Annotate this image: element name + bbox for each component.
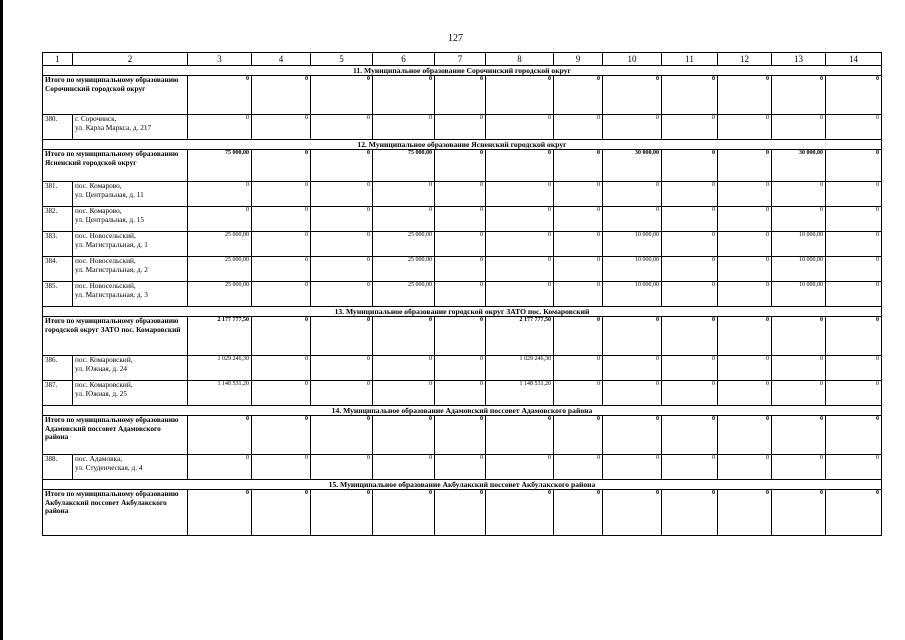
object-value: 0 — [554, 455, 603, 480]
object-value: 0 — [188, 455, 252, 480]
object-value: 0 — [554, 232, 603, 257]
object-value: 0 — [662, 232, 718, 257]
column-number: 2 — [73, 53, 188, 66]
object-value: 0 — [826, 182, 882, 207]
row-index: 382. — [43, 207, 73, 232]
column-number: 9 — [554, 53, 603, 66]
total-value: 0 — [486, 416, 554, 455]
object-value: 25 000,00 — [188, 257, 252, 282]
object-value: 1 029 246,30 — [188, 356, 252, 381]
object-row — [43, 381, 882, 406]
total-value: 0 — [373, 416, 435, 455]
object-value: 0 — [435, 282, 486, 307]
object-value: 0 — [826, 455, 882, 480]
total-value: 0 — [188, 76, 252, 115]
total-value: 0 — [603, 317, 662, 356]
object-value: 0 — [252, 232, 311, 257]
object-value: 0 — [486, 257, 554, 282]
object-value: 0 — [252, 207, 311, 232]
object-address: г. Сорочинск, ул. Карла Маркса, д. 217 — [73, 115, 188, 140]
total-value: 0 — [772, 416, 826, 455]
total-value: 0 — [554, 150, 603, 182]
object-value: 0 — [486, 282, 554, 307]
object-value: 0 — [826, 207, 882, 232]
object-value: 0 — [311, 182, 373, 207]
object-value: 0 — [435, 356, 486, 381]
total-value: 0 — [603, 76, 662, 115]
row-index: 380. — [43, 115, 73, 140]
object-value: 0 — [373, 182, 435, 207]
object-value: 0 — [373, 356, 435, 381]
object-value: 0 — [554, 356, 603, 381]
column-number: 6 — [373, 53, 435, 66]
object-value: 0 — [826, 232, 882, 257]
section-title-row — [43, 66, 882, 76]
object-value: 0 — [826, 115, 882, 140]
total-value: 0 — [311, 416, 373, 455]
object-value: 0 — [554, 207, 603, 232]
row-index: 388. — [43, 455, 73, 480]
object-value: 0 — [252, 182, 311, 207]
object-value: 0 — [662, 381, 718, 406]
column-number: 14 — [826, 53, 882, 66]
object-address: пос. Новосельский, ул. Магистральная, д. 3 — [73, 282, 188, 307]
total-value: 0 — [718, 317, 772, 356]
object-value: 0 — [554, 282, 603, 307]
object-value: 0 — [252, 257, 311, 282]
total-value: 2 177 777,50 — [188, 317, 252, 356]
total-value: 0 — [486, 490, 554, 536]
object-value: 0 — [826, 282, 882, 307]
object-value: 0 — [662, 182, 718, 207]
row-index: 385. — [43, 282, 73, 307]
total-value: 0 — [554, 416, 603, 455]
object-value: 0 — [311, 207, 373, 232]
total-value: 0 — [662, 76, 718, 115]
object-value: 0 — [373, 207, 435, 232]
total-value: 0 — [554, 490, 603, 536]
object-value: 0 — [662, 207, 718, 232]
total-label: Итого по муниципальному образованию городской округ ЗАТО пос. Комаровский — [43, 317, 188, 356]
column-number: 12 — [718, 53, 772, 66]
object-value: 0 — [486, 455, 554, 480]
object-value: 0 — [311, 257, 373, 282]
column-number: 11 — [662, 53, 718, 66]
object-value: 10 000,00 — [772, 232, 826, 257]
column-number: 13 — [772, 53, 826, 66]
column-number: 4 — [252, 53, 311, 66]
object-row — [43, 182, 882, 207]
object-value: 25 000,00 — [373, 257, 435, 282]
object-value: 0 — [826, 381, 882, 406]
object-value: 0 — [252, 381, 311, 406]
object-value: 0 — [718, 182, 772, 207]
object-value: 1 148 531,20 — [486, 381, 554, 406]
object-row — [43, 232, 882, 257]
total-value: 0 — [718, 416, 772, 455]
total-value: 0 — [772, 490, 826, 536]
total-value: 0 — [252, 416, 311, 455]
total-value: 0 — [373, 317, 435, 356]
object-value: 0 — [373, 115, 435, 140]
section-title-row — [43, 406, 882, 416]
object-value: 0 — [486, 232, 554, 257]
total-value: 0 — [486, 76, 554, 115]
object-value: 0 — [603, 381, 662, 406]
total-value: 30 000,00 — [603, 150, 662, 182]
column-number: 10 — [603, 53, 662, 66]
object-value: 0 — [718, 207, 772, 232]
total-label: Итого по муниципальному образованию Акбулакский поссовет Акбулакского района — [43, 490, 188, 536]
object-value: 10 000,00 — [603, 232, 662, 257]
object-row — [43, 257, 882, 282]
total-value: 0 — [662, 150, 718, 182]
total-value: 0 — [373, 490, 435, 536]
object-value: 0 — [486, 207, 554, 232]
object-value: 10 000,00 — [772, 257, 826, 282]
total-value: 0 — [311, 150, 373, 182]
total-value: 75 000,00 — [373, 150, 435, 182]
section-title: 15. Муниципальное образование Акбулакский поссовет Акбулакского района — [43, 480, 882, 490]
object-value: 0 — [718, 257, 772, 282]
object-value: 0 — [662, 282, 718, 307]
object-value: 0 — [435, 381, 486, 406]
object-value: 0 — [662, 455, 718, 480]
total-value: 0 — [435, 490, 486, 536]
total-value: 0 — [554, 317, 603, 356]
total-label: Итого по муниципальному образованию Сорочинский городской округ — [43, 76, 188, 115]
total-value: 30 000,00 — [772, 150, 826, 182]
total-value: 0 — [826, 150, 882, 182]
row-index: 384. — [43, 257, 73, 282]
object-value: 0 — [554, 115, 603, 140]
object-value: 0 — [718, 455, 772, 480]
column-number: 7 — [435, 53, 486, 66]
object-address: пос. Новосельский, ул. Магистральная, д. 2 — [73, 257, 188, 282]
row-index: 386. — [43, 356, 73, 381]
column-number: 3 — [188, 53, 252, 66]
object-value: 25 000,00 — [373, 282, 435, 307]
total-value: 0 — [311, 490, 373, 536]
total-value: 0 — [435, 317, 486, 356]
object-value: 0 — [373, 455, 435, 480]
object-row — [43, 356, 882, 381]
object-row — [43, 115, 882, 140]
total-value: 0 — [826, 317, 882, 356]
object-address: пос. Адамовка, ул. Студенческая, д. 4 — [73, 455, 188, 480]
object-value: 0 — [772, 115, 826, 140]
section-title: 14. Муниципальное образование Адамовский поссовет Адамовского района — [43, 406, 882, 416]
object-row — [43, 455, 882, 480]
total-value: 0 — [603, 490, 662, 536]
object-value: 0 — [311, 282, 373, 307]
municipality-total-row — [43, 416, 882, 455]
object-value: 10 000,00 — [772, 282, 826, 307]
municipality-total-row — [43, 490, 882, 536]
column-number: 8 — [486, 53, 554, 66]
total-value: 0 — [662, 490, 718, 536]
object-value: 0 — [486, 115, 554, 140]
row-index: 387. — [43, 381, 73, 406]
total-value: 0 — [718, 490, 772, 536]
total-value: 0 — [772, 317, 826, 356]
object-address: пос. Комаровский, ул. Южная, д. 25 — [73, 381, 188, 406]
object-value: 0 — [252, 455, 311, 480]
column-number: 1 — [43, 53, 73, 66]
object-value: 0 — [662, 115, 718, 140]
total-value: 0 — [188, 416, 252, 455]
object-value: 0 — [252, 282, 311, 307]
object-value: 0 — [252, 356, 311, 381]
object-value: 0 — [603, 115, 662, 140]
municipality-total-row — [43, 317, 882, 356]
total-value: 0 — [252, 150, 311, 182]
object-value: 0 — [311, 455, 373, 480]
total-value: 2 177 777,50 — [486, 317, 554, 356]
total-label: Итого по муниципальному образованию Ясненский городской округ — [43, 150, 188, 182]
total-value: 0 — [252, 317, 311, 356]
object-value: 0 — [311, 115, 373, 140]
section-title: 11. Муниципальное образование Сорочинский городской округ — [43, 66, 882, 76]
row-index: 383. — [43, 232, 73, 257]
section-title: 12. Муниципальное образование Ясненский городской округ — [43, 140, 882, 150]
total-value: 0 — [603, 416, 662, 455]
object-value: 0 — [603, 356, 662, 381]
object-value: 0 — [435, 115, 486, 140]
object-value: 0 — [188, 182, 252, 207]
object-value: 0 — [603, 207, 662, 232]
object-value: 25 000,00 — [188, 282, 252, 307]
object-value: 0 — [772, 207, 826, 232]
section-title-row — [43, 480, 882, 490]
total-value: 0 — [373, 76, 435, 115]
total-label: Итого по муниципальному образованию Адамовский поссовет Адамовского района — [43, 416, 188, 455]
object-value: 0 — [188, 207, 252, 232]
object-value: 0 — [772, 356, 826, 381]
object-value: 0 — [718, 282, 772, 307]
total-value: 0 — [311, 317, 373, 356]
object-address: пос. Новосельский, ул. Магистральная, д. 1 — [73, 232, 188, 257]
object-value: 25 000,00 — [188, 232, 252, 257]
object-value: 0 — [772, 182, 826, 207]
object-value: 0 — [554, 381, 603, 406]
total-value: 0 — [662, 416, 718, 455]
object-row — [43, 207, 882, 232]
total-value: 0 — [188, 490, 252, 536]
object-value: 0 — [718, 115, 772, 140]
total-value: 0 — [826, 490, 882, 536]
section-title-row — [43, 307, 882, 317]
section-title: 13. Муниципальное образование городской округ ЗАТО пос. Комаровский — [43, 307, 882, 317]
object-value: 0 — [603, 455, 662, 480]
object-value: 10 000,00 — [603, 257, 662, 282]
object-value: 0 — [662, 257, 718, 282]
object-value: 0 — [826, 257, 882, 282]
object-value: 25 000,00 — [373, 232, 435, 257]
column-number: 5 — [311, 53, 373, 66]
object-value: 0 — [188, 115, 252, 140]
object-value: 0 — [486, 182, 554, 207]
total-value: 0 — [826, 416, 882, 455]
data-table — [42, 52, 882, 536]
object-value: 0 — [373, 381, 435, 406]
object-value: 0 — [554, 257, 603, 282]
total-value: 0 — [662, 317, 718, 356]
object-value: 1 029 246,30 — [486, 356, 554, 381]
total-value: 0 — [554, 76, 603, 115]
total-value: 0 — [718, 76, 772, 115]
object-address: пос. Комаровский, ул. Южная, д. 24 — [73, 356, 188, 381]
object-value: 0 — [603, 182, 662, 207]
scan-edge-bar — [0, 0, 3, 640]
total-value: 0 — [252, 76, 311, 115]
object-value: 0 — [826, 356, 882, 381]
total-value: 75 000,00 — [188, 150, 252, 182]
row-index: 381. — [43, 182, 73, 207]
object-value: 0 — [435, 207, 486, 232]
total-value: 0 — [486, 150, 554, 182]
object-value: 0 — [662, 356, 718, 381]
total-value: 0 — [772, 76, 826, 115]
object-value: 0 — [772, 381, 826, 406]
object-value: 0 — [311, 232, 373, 257]
object-value: 0 — [718, 381, 772, 406]
object-value: 0 — [435, 257, 486, 282]
object-value: 0 — [718, 232, 772, 257]
object-value: 0 — [435, 232, 486, 257]
municipality-total-row — [43, 76, 882, 115]
object-value: 10 000,00 — [603, 282, 662, 307]
object-row — [43, 282, 882, 307]
total-value: 0 — [718, 150, 772, 182]
object-address: пос. Комарово, ул. Центральная, д. 15 — [73, 207, 188, 232]
object-value: 0 — [252, 115, 311, 140]
column-number-row — [43, 53, 882, 66]
object-value: 0 — [554, 182, 603, 207]
object-value: 0 — [311, 356, 373, 381]
object-value: 0 — [435, 182, 486, 207]
section-title-row — [43, 140, 882, 150]
object-value: 0 — [435, 455, 486, 480]
object-address: пос. Комарово, ул. Центральная, д. 11 — [73, 182, 188, 207]
object-value: 0 — [772, 455, 826, 480]
total-value: 0 — [435, 76, 486, 115]
object-value: 0 — [718, 356, 772, 381]
total-value: 0 — [826, 76, 882, 115]
object-value: 1 148 531,20 — [188, 381, 252, 406]
total-value: 0 — [435, 416, 486, 455]
page-number: 127 — [448, 33, 463, 44]
municipality-total-row — [43, 150, 882, 182]
total-value: 0 — [435, 150, 486, 182]
total-value: 0 — [252, 490, 311, 536]
total-value: 0 — [311, 76, 373, 115]
object-value: 0 — [311, 381, 373, 406]
